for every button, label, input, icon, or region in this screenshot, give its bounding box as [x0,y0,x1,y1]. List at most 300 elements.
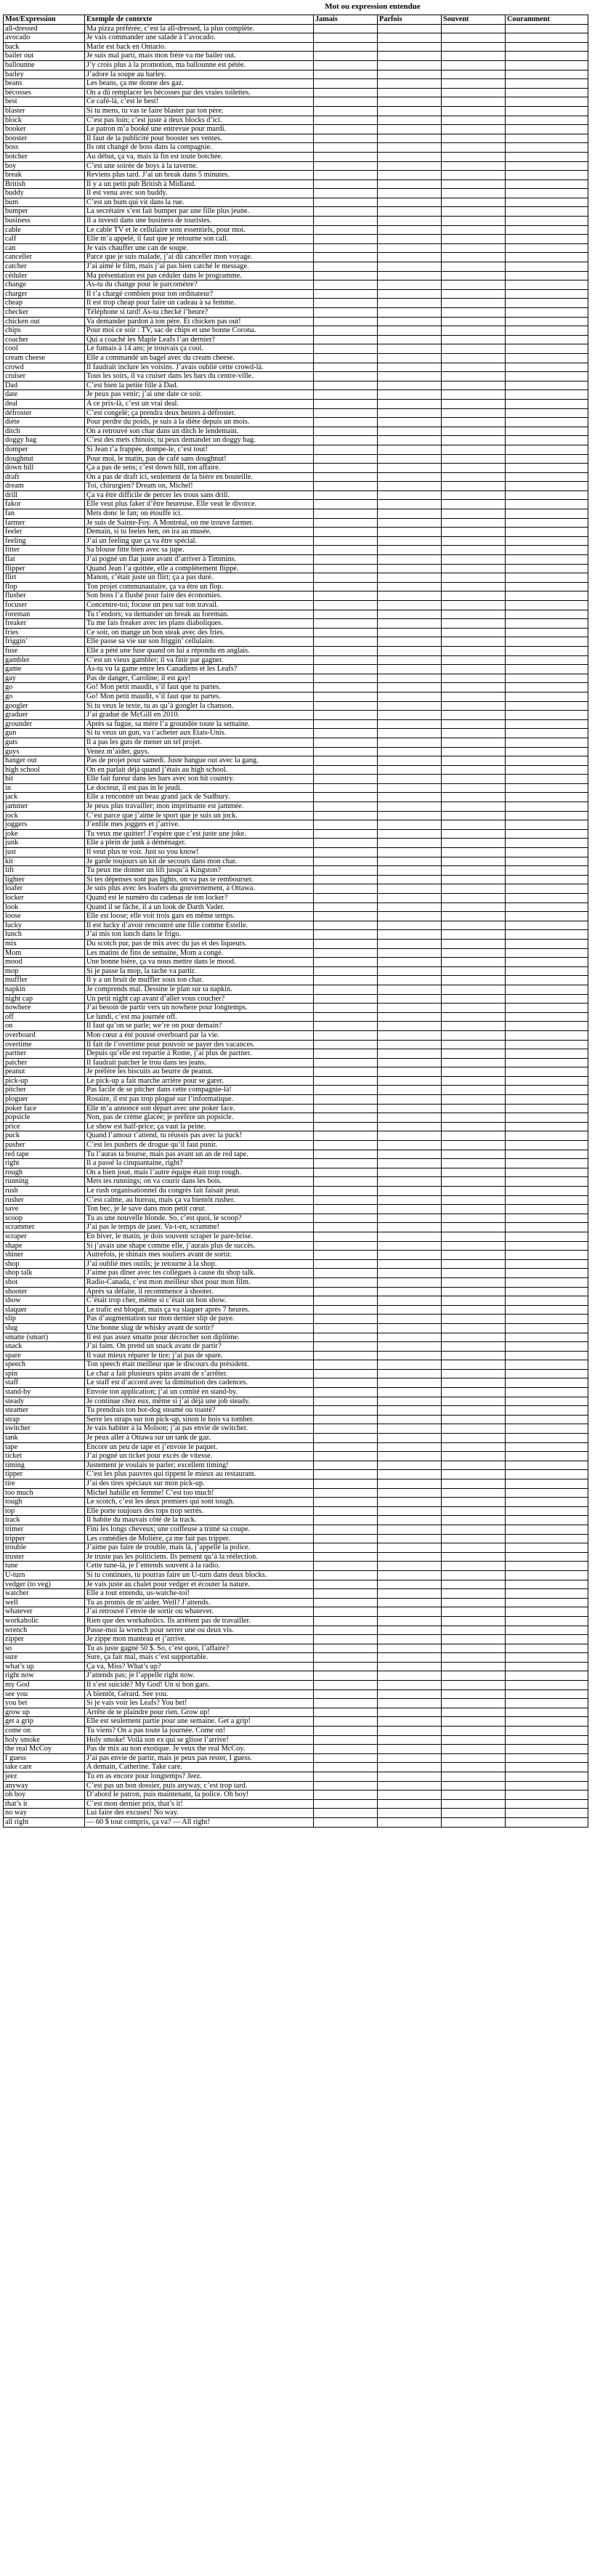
response-cell-commonly[interactable] [506,1315,588,1324]
response-cell-never[interactable] [314,509,378,519]
response-cell-never[interactable] [314,1058,378,1067]
response-cell-often[interactable] [442,1717,506,1727]
response-cell-commonly[interactable] [506,903,588,912]
response-cell-often[interactable] [442,161,506,171]
response-cell-often[interactable] [442,1369,506,1378]
response-cell-commonly[interactable] [506,765,588,775]
response-cell-commonly[interactable] [506,573,588,583]
response-cell-sometimes[interactable] [378,1543,442,1553]
response-cell-commonly[interactable] [506,1104,588,1113]
response-cell-commonly[interactable] [506,289,588,299]
response-cell-sometimes[interactable] [378,610,442,619]
response-cell-sometimes[interactable] [378,793,442,802]
response-cell-often[interactable] [442,555,506,565]
response-cell-never[interactable] [314,1342,378,1352]
response-cell-commonly[interactable] [506,875,588,884]
response-cell-commonly[interactable] [506,1717,588,1727]
response-cell-commonly[interactable] [506,1708,588,1717]
response-cell-often[interactable] [442,930,506,940]
response-cell-often[interactable] [442,490,506,500]
response-cell-never[interactable] [314,546,378,555]
response-cell-often[interactable] [442,1543,506,1553]
response-cell-often[interactable] [442,280,506,290]
response-cell-often[interactable] [442,1131,506,1141]
response-cell-never[interactable] [314,555,378,565]
response-cell-commonly[interactable] [506,555,588,565]
response-cell-sometimes[interactable] [378,536,442,546]
response-cell-commonly[interactable] [506,125,588,134]
response-cell-often[interactable] [442,217,506,226]
response-cell-often[interactable] [442,1323,506,1333]
response-cell-never[interactable] [314,939,378,948]
response-cell-commonly[interactable] [506,1552,588,1562]
response-cell-sometimes[interactable] [378,52,442,61]
response-cell-sometimes[interactable] [378,1442,442,1452]
response-cell-never[interactable] [314,994,378,1004]
response-cell-commonly[interactable] [506,24,588,33]
response-cell-never[interactable] [314,171,378,180]
response-cell-never[interactable] [314,280,378,290]
response-cell-never[interactable] [314,1067,378,1077]
response-cell-commonly[interactable] [506,1187,588,1196]
response-cell-never[interactable] [314,1195,378,1205]
response-cell-commonly[interactable] [506,1570,588,1580]
response-cell-commonly[interactable] [506,518,588,528]
response-cell-sometimes[interactable] [378,1205,442,1214]
response-cell-commonly[interactable] [506,1351,588,1360]
response-cell-commonly[interactable] [506,1781,588,1790]
response-cell-never[interactable] [314,418,378,427]
response-cell-never[interactable] [314,1662,378,1671]
response-cell-sometimes[interactable] [378,921,442,930]
response-cell-often[interactable] [442,701,506,711]
response-cell-sometimes[interactable] [378,839,442,848]
response-cell-never[interactable] [314,793,378,802]
response-cell-commonly[interactable] [506,756,588,766]
response-cell-often[interactable] [442,70,506,79]
response-cell-commonly[interactable] [506,299,588,308]
response-cell-never[interactable] [314,472,378,482]
response-cell-commonly[interactable] [506,189,588,198]
response-cell-often[interactable] [442,1817,506,1827]
response-cell-often[interactable] [442,125,506,134]
response-cell-sometimes[interactable] [378,719,442,729]
response-cell-often[interactable] [442,225,506,235]
response-cell-never[interactable] [314,1305,378,1315]
response-cell-often[interactable] [442,573,506,583]
response-cell-sometimes[interactable] [378,116,442,125]
response-cell-never[interactable] [314,97,378,107]
response-cell-sometimes[interactable] [378,1141,442,1150]
response-cell-sometimes[interactable] [378,985,442,994]
response-cell-sometimes[interactable] [378,518,442,528]
response-cell-never[interactable] [314,921,378,930]
response-cell-commonly[interactable] [506,1415,588,1424]
response-cell-often[interactable] [442,1763,506,1772]
response-cell-never[interactable] [314,70,378,79]
response-cell-never[interactable] [314,820,378,830]
response-cell-commonly[interactable] [506,1086,588,1095]
response-cell-often[interactable] [442,637,506,647]
response-cell-never[interactable] [314,134,378,143]
response-cell-sometimes[interactable] [378,1259,442,1269]
response-cell-never[interactable] [314,1259,378,1269]
response-cell-often[interactable] [442,783,506,793]
response-cell-never[interactable] [314,930,378,940]
response-cell-commonly[interactable] [506,1150,588,1159]
response-cell-never[interactable] [314,1809,378,1818]
response-cell-commonly[interactable] [506,839,588,848]
response-cell-commonly[interactable] [506,1296,588,1306]
response-cell-commonly[interactable] [506,1727,588,1736]
response-cell-often[interactable] [442,628,506,637]
response-cell-never[interactable] [314,1296,378,1306]
response-cell-never[interactable] [314,1232,378,1241]
response-cell-commonly[interactable] [506,70,588,79]
response-cell-never[interactable] [314,1461,378,1470]
response-cell-never[interactable] [314,1452,378,1461]
response-cell-sometimes[interactable] [378,1287,442,1296]
response-cell-commonly[interactable] [506,363,588,372]
response-cell-never[interactable] [314,60,378,70]
response-cell-sometimes[interactable] [378,1607,442,1617]
response-cell-often[interactable] [442,1141,506,1150]
response-cell-commonly[interactable] [506,930,588,940]
response-cell-often[interactable] [442,472,506,482]
response-cell-commonly[interactable] [506,235,588,244]
response-cell-often[interactable] [442,179,506,189]
response-cell-sometimes[interactable] [378,1333,442,1342]
response-cell-often[interactable] [442,683,506,693]
response-cell-commonly[interactable] [506,528,588,537]
response-cell-commonly[interactable] [506,701,588,711]
response-cell-sometimes[interactable] [378,683,442,693]
response-cell-often[interactable] [442,1552,506,1562]
response-cell-sometimes[interactable] [378,1598,442,1607]
response-cell-commonly[interactable] [506,1644,588,1653]
response-cell-sometimes[interactable] [378,1159,442,1168]
response-cell-commonly[interactable] [506,1323,588,1333]
response-cell-often[interactable] [442,619,506,629]
response-cell-often[interactable] [442,1067,506,1077]
response-cell-commonly[interactable] [506,1516,588,1525]
response-cell-never[interactable] [314,1378,378,1388]
response-cell-often[interactable] [442,1259,506,1269]
response-cell-commonly[interactable] [506,33,588,43]
response-cell-often[interactable] [442,948,506,958]
response-cell-commonly[interactable] [506,106,588,116]
response-cell-often[interactable] [442,1671,506,1681]
response-cell-never[interactable] [314,33,378,43]
response-cell-never[interactable] [314,1315,378,1324]
response-cell-sometimes[interactable] [378,1424,442,1434]
response-cell-never[interactable] [314,619,378,629]
response-cell-commonly[interactable] [506,1681,588,1690]
response-cell-often[interactable] [442,1699,506,1708]
response-cell-often[interactable] [442,829,506,839]
response-cell-sometimes[interactable] [378,1644,442,1653]
response-cell-often[interactable] [442,1735,506,1745]
response-cell-often[interactable] [442,1708,506,1717]
response-cell-often[interactable] [442,1205,506,1214]
response-cell-never[interactable] [314,894,378,903]
response-cell-sometimes[interactable] [378,692,442,701]
response-cell-commonly[interactable] [506,1122,588,1131]
response-cell-sometimes[interactable] [378,1461,442,1470]
response-cell-never[interactable] [314,52,378,61]
response-cell-commonly[interactable] [506,161,588,171]
response-cell-sometimes[interactable] [378,573,442,583]
response-cell-sometimes[interactable] [378,1232,442,1241]
response-cell-commonly[interactable] [506,1799,588,1809]
response-cell-often[interactable] [442,152,506,161]
response-cell-commonly[interactable] [506,1689,588,1699]
response-cell-sometimes[interactable] [378,601,442,610]
response-cell-commonly[interactable] [506,1277,588,1287]
response-cell-sometimes[interactable] [378,1534,442,1543]
response-cell-never[interactable] [314,857,378,866]
response-cell-sometimes[interactable] [378,1498,442,1507]
response-cell-never[interactable] [314,299,378,308]
response-cell-often[interactable] [442,1150,506,1159]
response-cell-commonly[interactable] [506,829,588,839]
response-cell-commonly[interactable] [506,445,588,454]
response-cell-never[interactable] [314,225,378,235]
response-cell-commonly[interactable] [506,1479,588,1489]
response-cell-sometimes[interactable] [378,79,442,89]
response-cell-often[interactable] [442,171,506,180]
response-cell-sometimes[interactable] [378,637,442,647]
response-cell-commonly[interactable] [506,783,588,793]
response-cell-never[interactable] [314,829,378,839]
response-cell-sometimes[interactable] [378,729,442,738]
response-cell-often[interactable] [442,1251,506,1260]
response-cell-often[interactable] [442,1122,506,1131]
response-cell-often[interactable] [442,894,506,903]
response-cell-commonly[interactable] [506,1388,588,1397]
response-cell-commonly[interactable] [506,692,588,701]
response-cell-often[interactable] [442,253,506,262]
response-cell-commonly[interactable] [506,79,588,89]
response-cell-sometimes[interactable] [378,143,442,153]
response-cell-sometimes[interactable] [378,326,442,336]
response-cell-often[interactable] [442,1745,506,1754]
response-cell-sometimes[interactable] [378,482,442,491]
response-cell-often[interactable] [442,207,506,217]
response-cell-never[interactable] [314,976,378,985]
response-cell-often[interactable] [442,1223,506,1232]
response-cell-sometimes[interactable] [378,1488,442,1498]
response-cell-sometimes[interactable] [378,454,442,464]
response-cell-sometimes[interactable] [378,42,442,52]
response-cell-often[interactable] [442,1461,506,1470]
response-cell-sometimes[interactable] [378,1745,442,1754]
response-cell-commonly[interactable] [506,1251,588,1260]
response-cell-often[interactable] [442,820,506,830]
response-cell-commonly[interactable] [506,97,588,107]
response-cell-never[interactable] [314,884,378,894]
response-cell-commonly[interactable] [506,966,588,976]
response-cell-commonly[interactable] [506,1049,588,1059]
response-cell-sometimes[interactable] [378,189,442,198]
response-cell-never[interactable] [314,79,378,89]
response-cell-sometimes[interactable] [378,1580,442,1589]
response-cell-never[interactable] [314,1689,378,1699]
response-cell-sometimes[interactable] [378,1616,442,1626]
response-cell-often[interactable] [442,903,506,912]
response-cell-commonly[interactable] [506,939,588,948]
response-cell-sometimes[interactable] [378,912,442,921]
response-cell-commonly[interactable] [506,1562,588,1571]
response-cell-often[interactable] [442,363,506,372]
response-cell-never[interactable] [314,253,378,262]
response-cell-never[interactable] [314,1214,378,1223]
response-cell-never[interactable] [314,719,378,729]
response-cell-never[interactable] [314,1040,378,1049]
response-cell-commonly[interactable] [506,1488,588,1498]
response-cell-never[interactable] [314,500,378,509]
response-cell-often[interactable] [442,24,506,33]
response-cell-sometimes[interactable] [378,775,442,784]
response-cell-often[interactable] [442,958,506,967]
response-cell-often[interactable] [442,1809,506,1818]
response-cell-often[interactable] [442,811,506,820]
response-cell-never[interactable] [314,1753,378,1763]
response-cell-commonly[interactable] [506,116,588,125]
response-cell-often[interactable] [442,1662,506,1671]
response-cell-commonly[interactable] [506,655,588,665]
response-cell-often[interactable] [442,243,506,253]
response-cell-commonly[interactable] [506,1424,588,1434]
response-cell-never[interactable] [314,646,378,655]
response-cell-commonly[interactable] [506,811,588,820]
response-cell-commonly[interactable] [506,1076,588,1086]
response-cell-often[interactable] [442,399,506,408]
response-cell-often[interactable] [442,1452,506,1461]
response-cell-never[interactable] [314,42,378,52]
response-cell-often[interactable] [442,1378,506,1388]
response-cell-never[interactable] [314,1562,378,1571]
response-cell-never[interactable] [314,839,378,848]
response-cell-often[interactable] [442,1442,506,1452]
response-cell-often[interactable] [442,198,506,207]
response-cell-never[interactable] [314,1241,378,1251]
response-cell-commonly[interactable] [506,207,588,217]
response-cell-never[interactable] [314,692,378,701]
response-cell-commonly[interactable] [506,427,588,436]
response-cell-commonly[interactable] [506,1360,588,1370]
response-cell-never[interactable] [314,1076,378,1086]
response-cell-never[interactable] [314,1644,378,1653]
response-cell-never[interactable] [314,1168,378,1177]
response-cell-commonly[interactable] [506,271,588,280]
response-cell-sometimes[interactable] [378,1323,442,1333]
response-cell-often[interactable] [442,939,506,948]
response-cell-commonly[interactable] [506,1040,588,1049]
response-cell-commonly[interactable] [506,619,588,629]
response-cell-never[interactable] [314,1498,378,1507]
response-cell-commonly[interactable] [506,1333,588,1342]
response-cell-sometimes[interactable] [378,701,442,711]
response-cell-never[interactable] [314,289,378,299]
response-cell-commonly[interactable] [506,482,588,491]
response-cell-sometimes[interactable] [378,783,442,793]
response-cell-sometimes[interactable] [378,738,442,747]
response-cell-never[interactable] [314,1735,378,1745]
response-cell-never[interactable] [314,445,378,454]
response-cell-never[interactable] [314,1470,378,1479]
response-cell-often[interactable] [442,372,506,381]
response-cell-commonly[interactable] [506,1406,588,1416]
response-cell-never[interactable] [314,125,378,134]
response-cell-often[interactable] [442,1580,506,1589]
response-cell-sometimes[interactable] [378,1699,442,1708]
response-cell-commonly[interactable] [506,1745,588,1754]
response-cell-never[interactable] [314,1763,378,1772]
response-cell-sometimes[interactable] [378,335,442,344]
response-cell-commonly[interactable] [506,408,588,418]
response-cell-sometimes[interactable] [378,344,442,354]
response-cell-commonly[interactable] [506,985,588,994]
response-cell-sometimes[interactable] [378,564,442,573]
response-cell-sometimes[interactable] [378,747,442,756]
response-cell-sometimes[interactable] [378,1360,442,1370]
response-cell-sometimes[interactable] [378,1717,442,1727]
response-cell-commonly[interactable] [506,1671,588,1681]
response-cell-commonly[interactable] [506,1205,588,1214]
response-cell-never[interactable] [314,1543,378,1553]
response-cell-sometimes[interactable] [378,1040,442,1049]
response-cell-never[interactable] [314,674,378,683]
response-cell-never[interactable] [314,1607,378,1617]
response-cell-never[interactable] [314,207,378,217]
response-cell-never[interactable] [314,198,378,207]
response-cell-often[interactable] [442,381,506,390]
response-cell-commonly[interactable] [506,42,588,52]
response-cell-never[interactable] [314,1323,378,1333]
response-cell-sometimes[interactable] [378,1790,442,1800]
response-cell-sometimes[interactable] [378,1150,442,1159]
response-cell-sometimes[interactable] [378,1653,442,1663]
response-cell-commonly[interactable] [506,1195,588,1205]
response-cell-never[interactable] [314,875,378,884]
response-cell-sometimes[interactable] [378,308,442,318]
response-cell-often[interactable] [442,335,506,344]
response-cell-never[interactable] [314,317,378,326]
response-cell-often[interactable] [442,1159,506,1168]
response-cell-often[interactable] [442,427,506,436]
response-cell-commonly[interactable] [506,1214,588,1223]
response-cell-often[interactable] [442,665,506,674]
response-cell-sometimes[interactable] [378,1562,442,1571]
response-cell-sometimes[interactable] [378,436,442,445]
response-cell-sometimes[interactable] [378,408,442,418]
response-cell-often[interactable] [442,884,506,894]
response-cell-often[interactable] [442,445,506,454]
response-cell-never[interactable] [314,1004,378,1013]
response-cell-commonly[interactable] [506,52,588,61]
response-cell-often[interactable] [442,646,506,655]
response-cell-never[interactable] [314,1525,378,1534]
response-cell-sometimes[interactable] [378,711,442,720]
response-cell-commonly[interactable] [506,1378,588,1388]
response-cell-never[interactable] [314,958,378,967]
response-cell-never[interactable] [314,490,378,500]
response-cell-sometimes[interactable] [378,464,442,473]
response-cell-sometimes[interactable] [378,665,442,674]
response-cell-never[interactable] [314,775,378,784]
response-cell-commonly[interactable] [506,372,588,381]
